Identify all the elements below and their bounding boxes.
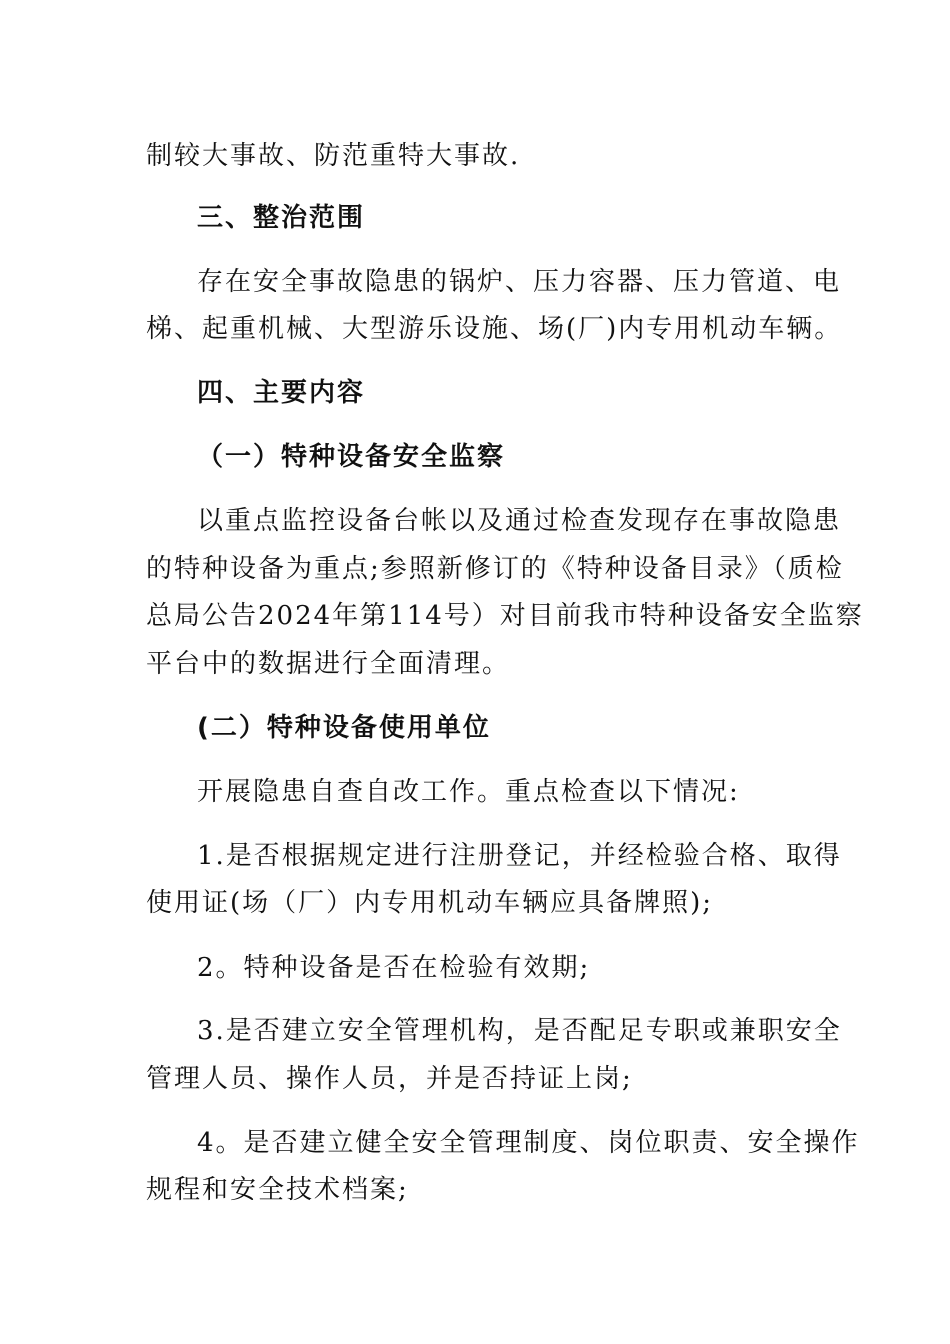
paragraph-line: 制较大事故、防范重特大事故. (146, 141, 521, 171)
paragraph-line: 平台中的数据进行全面清理。 (146, 649, 511, 679)
subsection-heading-user-unit: (二）特种设备使用单位 (197, 713, 491, 743)
paragraph-line: 梯、起重机械、大型游乐设施、场(厂)内专用机动车辆。 (146, 314, 843, 344)
list-item-line: 3.是否建立安全管理机构，是否配足专职或兼职安全 (197, 1016, 842, 1046)
paragraph-line: 的特种设备为重点;参照新修订的《特种设备目录》（质检 (146, 554, 844, 584)
section-heading-main-content: 四、主要内容 (197, 378, 366, 408)
list-item-line: 2。特种设备是否在检验有效期; (197, 953, 591, 983)
paragraph-line: 总局公告2024年第114号）对目前我市特种设备安全监察 (146, 601, 864, 631)
paragraph-line: 存在安全事故隐患的锅炉、压力容器、压力管道、电 (197, 267, 842, 297)
list-item-line: 1.是否根据规定进行注册登记，并经检验合格、取得 (197, 841, 842, 871)
list-item-line: 使用证(场（厂）内专用机动车辆应具备牌照); (146, 888, 714, 918)
paragraph-line: 以重点监控设备台帐以及通过检查发现存在事故隐患 (197, 506, 842, 536)
subsection-heading-supervision: （一）特种设备安全监察 (197, 442, 506, 472)
list-item-line: 管理人员、操作人员，并是否持证上岗; (146, 1064, 633, 1094)
paragraph-line: 开展隐患自查自改工作。重点检查以下情况: (197, 777, 740, 807)
section-heading-scope: 三、整治范围 (197, 203, 366, 233)
list-item-line: 4。是否建立健全安全管理制度、岗位职责、安全操作 (197, 1128, 860, 1158)
list-item-line: 规程和安全技术档案; (146, 1175, 409, 1205)
